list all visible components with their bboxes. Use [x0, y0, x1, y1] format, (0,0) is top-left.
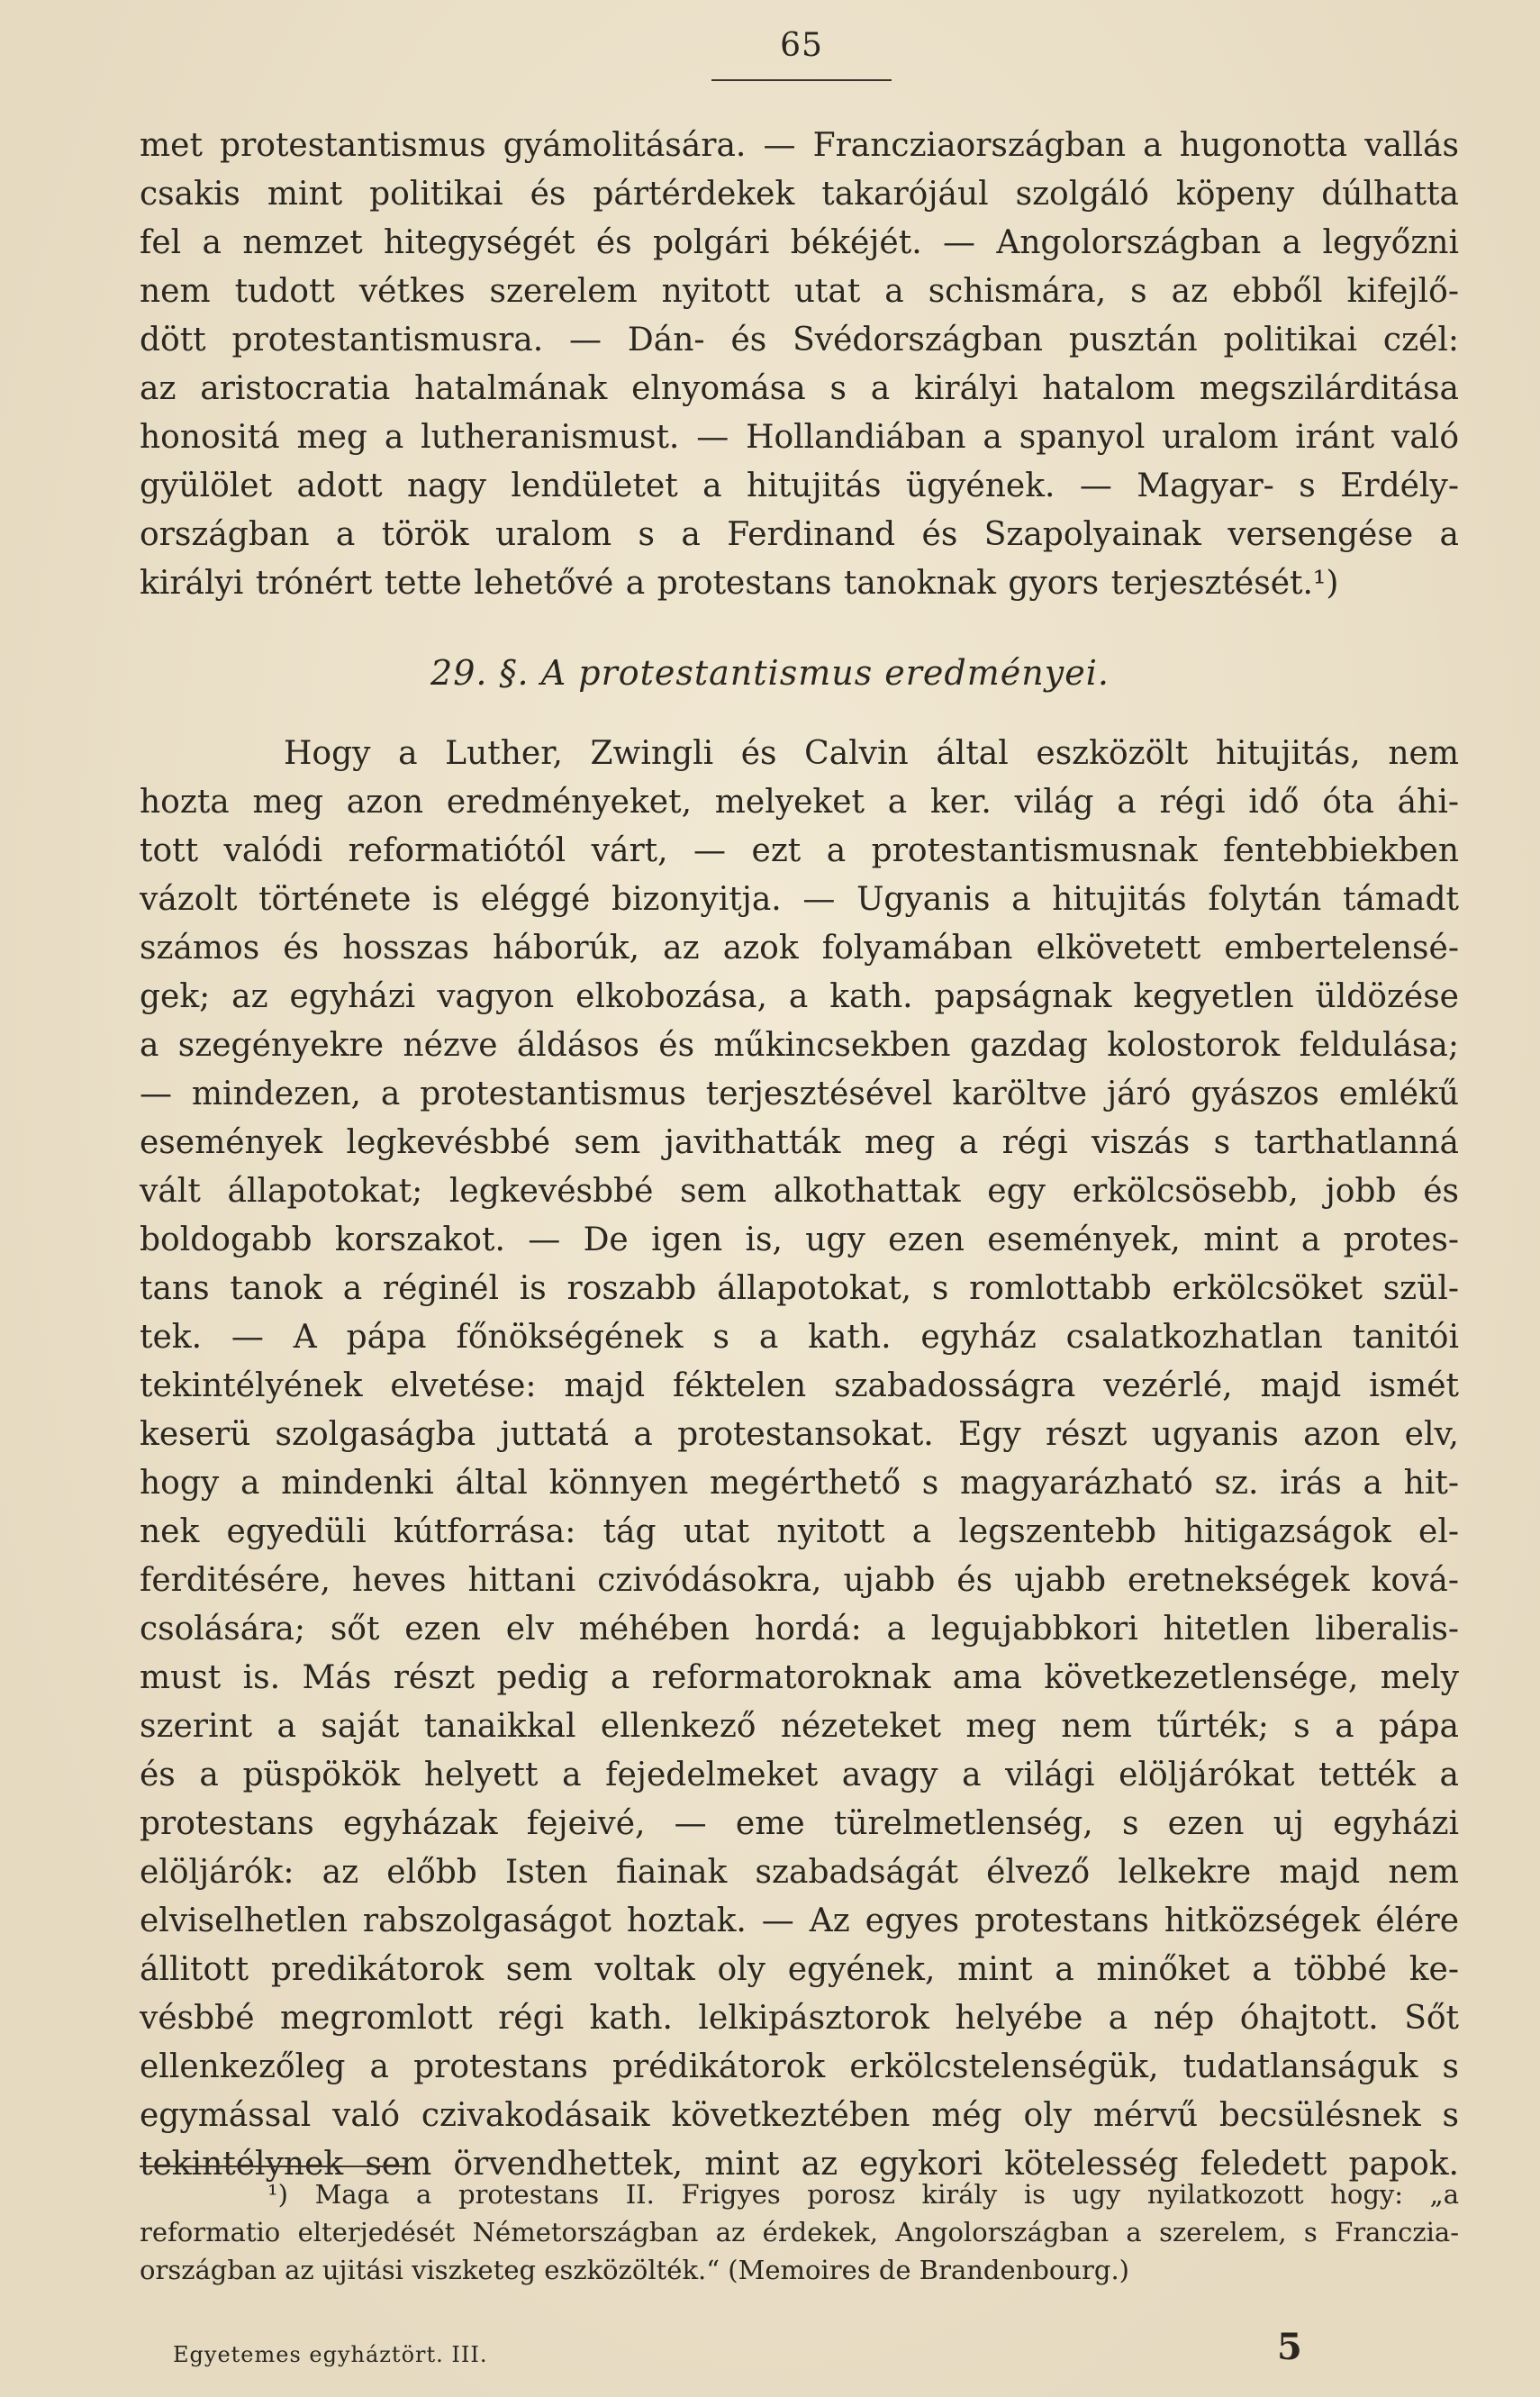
text-line: ellenkezőleg a protestans prédikátorok erkölcstelenségük, tudatlanságuk s — [140, 2048, 1459, 2085]
text-line: hogy a mindenki által könnyen megérthető s magyarázható sz. irás a hit- — [140, 1465, 1459, 1502]
header-rule — [711, 79, 892, 81]
text-line: királyi trónért tette lehetővé a protestans tanoknak gyors terjesztését.¹) — [140, 565, 1339, 602]
text-line: csolására; sőt ezen elv méhében hordá: a legujabbkori hitetlen liberalis- — [140, 1611, 1459, 1648]
section-paragraph — [140, 730, 1459, 2189]
text-line: vált állapotokat; legkevésbbé sem alkothattak egy erkölcsösebb, jobb és — [140, 1173, 1459, 1210]
footnote-line: országban az ujitási viszketeg eszközölték.“ (Memoires de Brandenbourg.) — [140, 2255, 1129, 2285]
text-line: számos és hosszas háborúk, az azok folyamában elkövetett embertelensé- — [140, 930, 1459, 967]
text-line: szerint a saját tanaikkal ellenkező nézeteket meg nem tűrték; s a pápa — [140, 1708, 1459, 1745]
text-line: tekintélynek sem örvendhettek, mint az egykori kötelesség feledett papok. — [140, 2146, 1459, 2183]
footnote-line: reformatio elterjedését Németországban az érdekek, Angolországban a szerelem, s Franczia- — [140, 2217, 1459, 2247]
text-line: fel a nemzet hitegységét és polgári békéjét. — Angolországban a legyőzni — [140, 224, 1459, 261]
text-line: egymással való czivakodásaik következtében még oly mérvű becsülésnek s — [140, 2097, 1459, 2134]
page-number: 65 — [780, 27, 823, 64]
section-heading: 29. §. A protestantismus eredményei. — [430, 653, 1110, 693]
text-line: boldogabb korszakot. — De igen is, ugy ezen események, mint a protes- — [140, 1221, 1459, 1258]
text-line: országban a török uralom s a Ferdinand és Szapolyainak versengése a — [140, 516, 1459, 553]
text-line: állitott predikátorok sem voltak oly egyének, mint a minőket a többé ke- — [140, 1951, 1459, 1988]
text-line: nek egyedüli kútforrása: tág utat nyitott a legszentebb hitigazságok el- — [140, 1513, 1459, 1550]
text-line: dött protestantismusra. — Dán- és Svédországban pusztán politikai czél: — [140, 322, 1459, 359]
text-line: vázolt története is eléggé bizonyitja. — Ugyanis a hitujitás folytán támadt — [140, 881, 1459, 918]
text-line: Hogy a Luther, Zwingli és Calvin által eszközölt hitujitás, nem — [284, 735, 1459, 772]
footnote — [140, 2175, 1459, 2289]
signature-mark: Egyetemes egyháztört. III. — [173, 2342, 488, 2367]
text-line: keserü szolgaságba juttatá a protestansokat. Egy részt ugyanis azon elv, — [140, 1416, 1459, 1453]
footnote-line: ¹) Maga a protestans II. Frigyes porosz király is ugy nyilatkozott hogy: „a — [267, 2179, 1459, 2210]
text-line: gek; az egyházi vagyon elkobozása, a kath. papságnak kegyetlen üldözése — [140, 978, 1459, 1015]
text-line: hozta meg azon eredményeket, melyeket a ker. világ a régi idő óta áhi- — [140, 784, 1459, 821]
text-line: elviselhetlen rabszolgaságot hoztak. — Az egyes protestans hitközségek élére — [140, 1902, 1459, 1939]
footnote-rule — [140, 2165, 408, 2167]
text-line: tott valódi reformatiótól várt, — ezt a protestantismusnak fentebbiekben — [140, 832, 1459, 869]
text-line: tans tanok a réginél is roszabb állapotokat, s romlottabb erkölcsöket szül- — [140, 1270, 1459, 1307]
text-line: a szegényekre nézve áldásos és műkincsekben gazdag kolostorok feldulása; — [140, 1027, 1459, 1064]
text-line: protestans egyházak fejeivé, — eme türelmetlenség, s ezen uj egyházi — [140, 1805, 1459, 1842]
text-line: met protestantismus gyámolitására. — Francziaországban a hugonotta vallás — [140, 127, 1459, 164]
paragraph-continuation — [140, 122, 1459, 608]
text-line: események legkevésbbé sem javithatták meg a régi viszás s tarthatlanná — [140, 1124, 1459, 1161]
sheet-number: 5 — [1277, 2326, 1302, 2368]
text-line: nem tudott vétkes szerelem nyitott utat a schismára, s az ebből kifejlő- — [140, 273, 1459, 310]
text-line: vésbbé megromlott régi kath. lelkipásztorok helyébe a nép óhajtott. Sőt — [140, 2000, 1459, 2037]
text-line: tek. — A pápa főnökségének s a kath. egyház csalatkozhatlan tanitói — [140, 1319, 1459, 1356]
text-line: csakis mint politikai és pártérdekek takarójául szolgáló köpeny dúlhatta — [140, 176, 1459, 213]
text-line: gyülölet adott nagy lendületet a hitujitás ügyének. — Magyar- s Erdély- — [140, 468, 1459, 504]
text-line: ferditésére, heves hittani czivódásokra, ujabb és ujabb eretnekségek ková- — [140, 1562, 1459, 1599]
text-line: — mindezen, a protestantismus terjesztésével karöltve járó gyászos emlékű — [140, 1076, 1459, 1112]
text-line: elöljárók: az előbb Isten fiainak szabadságát élvező lelkekre majd nem — [140, 1854, 1459, 1891]
text-line: honositá meg a lutheranismust. — Hollandiában a spanyol uralom iránt való — [140, 419, 1459, 456]
text-line: és a püspökök helyett a fejedelmeket avagy a világi elöljárókat tették a — [140, 1757, 1459, 1793]
text-line: must is. Más részt pedig a reformatoroknak ama következetlensége, mely — [140, 1659, 1459, 1696]
text-line: tekintélyének elvetése: majd féktelen szabadosságra vezérlé, majd ismét — [140, 1367, 1459, 1404]
text-line: az aristocratia hatalmának elnyomása s a királyi hatalom megszilárditása — [140, 370, 1459, 407]
